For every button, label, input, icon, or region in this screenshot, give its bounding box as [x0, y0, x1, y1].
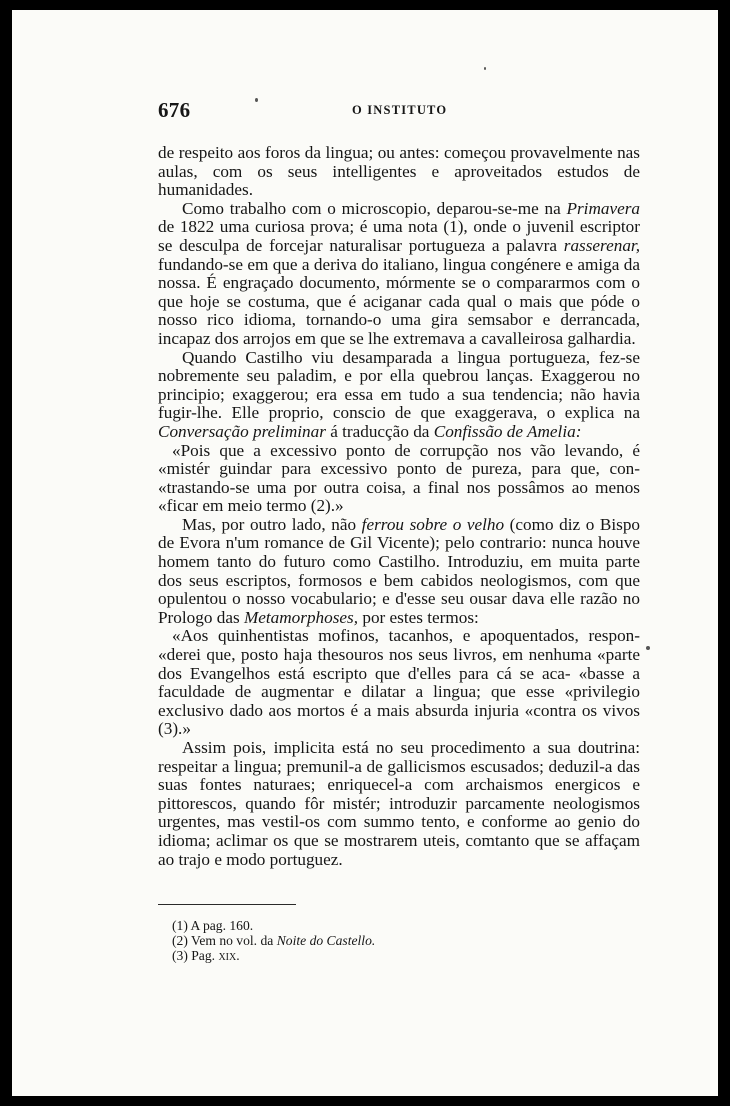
page-number: 676 — [158, 98, 191, 122]
page-header — [158, 98, 640, 128]
footnote: (3) Pag. xix. — [172, 948, 240, 964]
ink-speck — [484, 67, 486, 70]
paragraph: Como trabalho com o microscopio, deparou-se-me na Primavera de 1822 uma curiosa prova; é uma nota (1), onde o juvenil escriptor se desculpa de forcejar naturalisar portugueza a palavra rasserenar, fundando-se em que a deriva do italiano, lingua congénere e amiga da nossa. É engraçado documento, mórmente se o compararmos com o que hoje se costuma, que é aciganar cada qual o mais que póde o nosso rico idioma, tornando-o uma gira semsabor e derrancada, incapaz dos arrojos em que se lhe extremava a cavalleirosa galhardia. — [158, 198, 640, 348]
italic-title: Confissão de Amelia: — [433, 421, 582, 441]
roman-numeral: xix. — [218, 948, 240, 964]
footnote: (1) A pag. 160. — [172, 918, 254, 933]
footnote: (2) Vem no vol. da Noite do Castello. — [172, 933, 376, 949]
paragraph: Quando Castilho viu desamparada a lingua portugueza, fez-se nobremente seu paladim, e por ella quebrou lanças. Exaggerou no principio; exaggerou; era essa em tudo a sua tendencia; não havia fugir-lhe. Elle proprio, conscio de que exaggerava, o explica na Conversação preliminar á traducção da Confissão de Amelia: — [158, 347, 640, 441]
paragraph: Mas, por outro lado, não ferrou sobre o velho (como diz o Bispo de Evora n'um romance de Gil Vicente); pelo contrario: nunca houve homem tanto do futuro como Castilho. Introduziu, em muita parte dos seus escriptos, formosos e bem cabidos neologismos, com que opulentou o nosso vocabulario; e d'esse seu ousar dava elle razão no Prologo das Metamorphoses, por estes termos: — [158, 514, 641, 627]
italic-phrase: ferrou sobre o velho — [361, 514, 505, 534]
ink-speck — [646, 646, 650, 650]
footnotes — [172, 918, 612, 964]
paragraph: Assim pois, implicita está no seu procedimento a sua doutrina: respeitar a lingua; premunil-a de gallicismos escusados; deduzil-a das suas fontes naturaes; enriquecel-a com archaismos energicos e pittorescos, quando fôr mistér; introduzir parcamente neologismos urgentes, mas vestil-os com summo tento, e conforme ao genio do idioma; aclimar os que se mostrarem uteis, comtanto que se affaçam ao trajo e modo portuguez. — [158, 738, 640, 869]
italic-title: Metamorphoses, — [243, 607, 359, 627]
scanned-page — [12, 10, 718, 1096]
quotation: «Pois que a excessivo ponto de corrupção nos vão levando, é «mistér guindar para excessivo ponto de pureza, para que, con- «trastando-se uma por outra coisa, a final nos possâmos ao menos «ficar em meio termo (2).» — [158, 440, 640, 516]
running-title: O INSTITUTO — [352, 103, 448, 117]
paragraph: de respeito aos foros da lingua; ou antes: começou provavelmente nas aulas, com os seus intelligentes e aproveitados estudos de humanidades. — [158, 143, 640, 200]
italic-word: rasserenar, — [563, 235, 640, 255]
footnote-divider — [158, 904, 296, 905]
ink-speck — [255, 98, 258, 102]
quotation: «Aos quinhentistas mofinos, tacanhos, e apoquentados, respon- «derei que, posto haja thesouros nos seus livros, em nenhuma «parte dos Evangelhos está escripto que d'elles para cá se aca- «basse a faculdade de augmentar e dilatar a lingua; que esse «privilegio exclusivo dado aos mortos é a mais absurda injuria «contra os vivos (3).» — [158, 626, 640, 739]
italic-title: Primavera — [566, 198, 640, 218]
body-text — [158, 144, 640, 869]
italic-title: Noite do Castello. — [276, 933, 376, 949]
italic-title: Conversação preliminar — [158, 421, 326, 441]
